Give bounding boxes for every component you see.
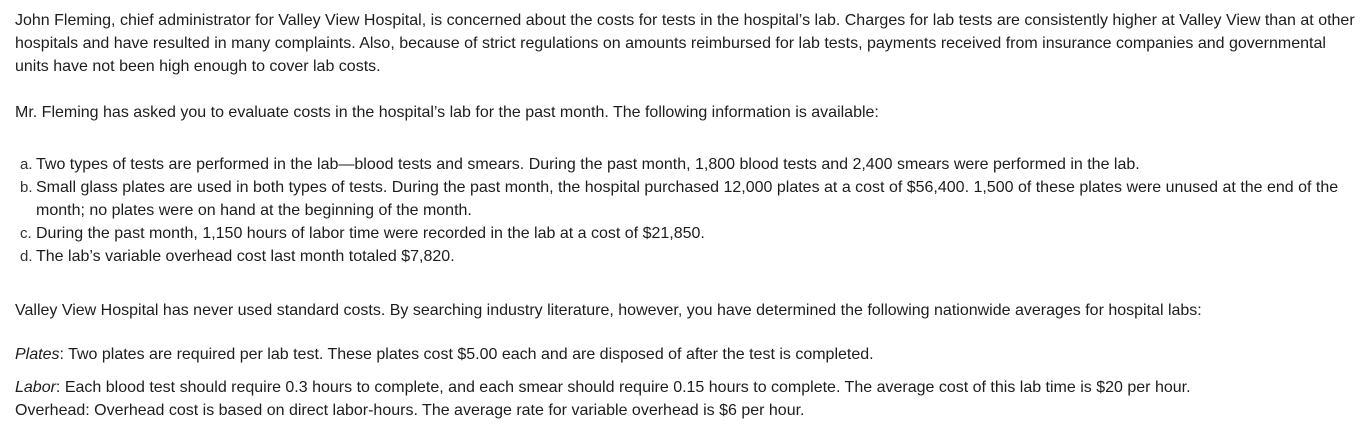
list-item bbox=[15, 245, 1360, 268]
list-marker: d. bbox=[20, 248, 33, 265]
labor-standard bbox=[15, 376, 1360, 399]
information-list bbox=[15, 153, 1360, 268]
plates-text: Two plates are required per lab test. These plates cost $5.00 each and are disposed of after the test is completed. bbox=[63, 346, 874, 363]
plates-term: Plates bbox=[15, 346, 60, 363]
problem-text bbox=[15, 9, 1360, 422]
labor-text: Each blood test should require 0.3 hours to complete, and each smear should require 0.15 hours to complete. The average cost of this lab time is $20 per hour. bbox=[60, 379, 1191, 396]
list-item bbox=[15, 176, 1360, 222]
request-paragraph: Mr. Fleming has asked you to evaluate costs in the hospital’s lab for the past month. The following information is available: bbox=[15, 104, 879, 121]
labor-separator: : bbox=[55, 379, 61, 396]
list-item-text: During the past month, 1,150 hours of labor time were recorded in the lab at a cost of $21,850. bbox=[36, 225, 705, 242]
list-item bbox=[15, 222, 1360, 245]
list-item-text: Small glass plates are used in both types of tests. During the past month, the hospital purchased 12,000 plates at a cost of $56,400. 1,500 of these plates were unused at the end of the month; no plates were on hand at the beginning of the month. bbox=[36, 179, 1339, 219]
plates-separator: : bbox=[59, 346, 64, 363]
list-item bbox=[15, 153, 1360, 176]
list-marker: b. bbox=[20, 179, 33, 196]
standard-costs-paragraph: Valley View Hospital has never used standard costs. By searching industry literature, however, you have determined the following nationwide averages for hospital labs: bbox=[15, 302, 1202, 319]
list-marker: a. bbox=[20, 156, 33, 173]
labor-term: Labor bbox=[15, 379, 56, 396]
overhead-standard: Overhead: Overhead cost is based on direct labor-hours. The average rate for variable overhead is $6 per hour. bbox=[15, 402, 805, 419]
intro-paragraph: John Fleming, chief administrator for Valley View Hospital, is concerned about the costs for tests in the hospital’s lab. Charges for lab tests are consistently higher at Valley View than at other hospitals and have resulted in many complaints. Also, because of strict regulations on amounts reimbursed for lab tests, payments received from insurance companies and governmental units have not been high enough to cover lab costs. bbox=[15, 12, 1355, 75]
list-marker: c. bbox=[20, 225, 32, 242]
plates-standard bbox=[15, 343, 1360, 366]
list-item-text: Two types of tests are performed in the lab—blood tests and smears. During the past month, 1,800 blood tests and 2,400 smears were performed in the lab. bbox=[36, 156, 1140, 173]
list-item-text: The lab’s variable overhead cost last month totaled $7,820. bbox=[36, 248, 455, 265]
